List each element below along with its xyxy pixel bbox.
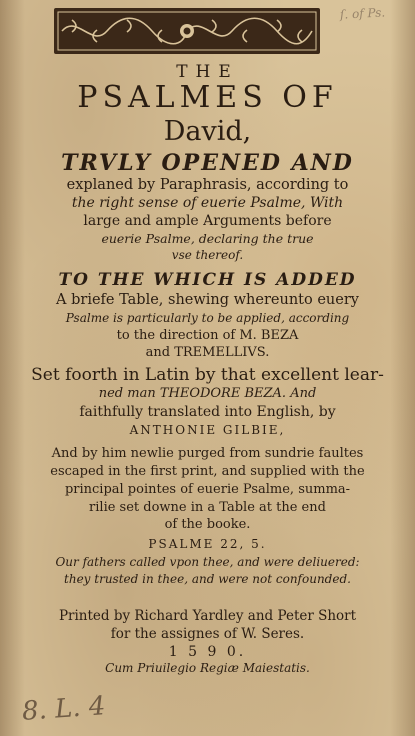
title-line-6: A briefe Table, shewing whereunto euery [56, 292, 359, 308]
title-line-8: to the direction of M. BEZA [116, 328, 299, 343]
title-line-2: the right sense of euerie Psalme, With [71, 195, 344, 211]
title-line-10: Set foorth in Latin by that excellent lear- [31, 365, 384, 385]
title-david: David, [163, 116, 252, 147]
translator-name: ANTHONIE GILBIE, [129, 423, 286, 437]
psalm-reference: PSALME 22, 5. [148, 537, 267, 551]
heading-to-the-which: TO THE WHICH IS ADDED [58, 270, 357, 290]
handwritten-shelfmark: 8. L. 4 [21, 691, 107, 727]
title-line-11: ned man THEODORE BEZA. And [98, 386, 317, 401]
epigraph-line-1: Our fathers called vpon thee, and were deliuered: [55, 555, 360, 569]
subtitle-truly-opened: TRVLY OPENED AND [61, 150, 354, 176]
imprint-line-2: for the assignes of W. Seres. [110, 626, 305, 642]
epigraph-line-2: they trusted in thee, and were not confounded. [64, 572, 351, 586]
privilege-line: Cum Priuilegio Regiæ Maiestatis. [105, 661, 310, 675]
title-line-4: euerie Psalme, declaring the true [101, 231, 314, 246]
handwritten-annotation-top-right: ſ. of Ps. [339, 5, 386, 22]
title-line-7: Psalme is particularly to be applied, according [65, 311, 350, 325]
title-line-12: faithfully translated into English, by [79, 404, 336, 420]
title-line-15: escaped in the first print, and supplied with the [50, 464, 365, 479]
title-line-9: and TREMELLIVS. [145, 345, 270, 360]
title-psalmes-of: PSALMES OF [77, 80, 338, 115]
imprint-year: 1 5 9 0. [168, 644, 247, 660]
imprint-line-1: Printed by Richard Yardley and Peter Short [58, 608, 357, 624]
title-line-18: of the booke. [164, 517, 251, 532]
title-line-14: And by him newlie purged from sundrie faultes [51, 446, 364, 461]
title-line-16: principal pointes of euerie Psalme, summa- [64, 482, 351, 497]
title-the: THE [176, 62, 239, 82]
title-line-5: vse thereof. [171, 248, 244, 262]
title-line-1: explaned by Paraphrasis, according to [66, 177, 349, 193]
woodcut-ornament-border [52, 6, 322, 56]
title-line-17: rilie set downe in a Table at the end [89, 500, 326, 515]
title-line-3: large and ample Arguments before [83, 213, 332, 229]
